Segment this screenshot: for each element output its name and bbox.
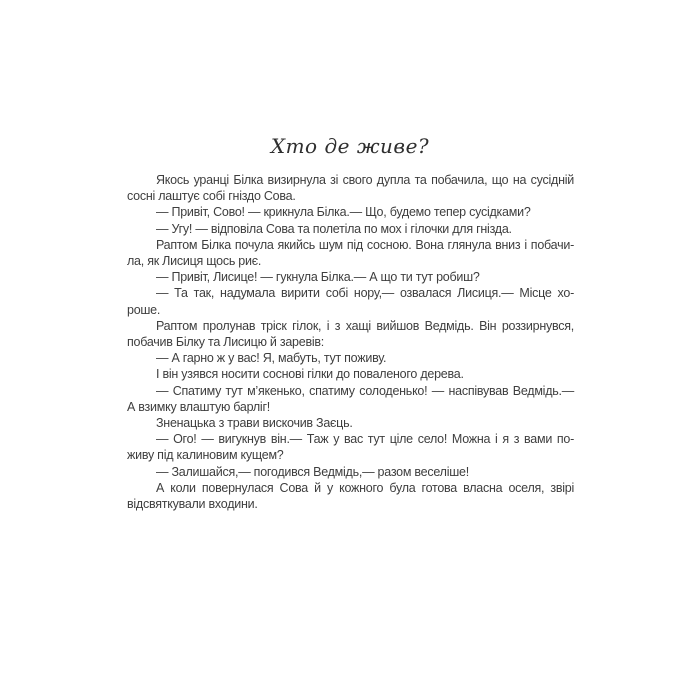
story-line: І він узявся носити соснові гілки до поваленого дерева. — [156, 367, 464, 382]
story-line: — Залишайся,— погодився Ведмідь,— разом веселіше! — [156, 464, 469, 479]
story-line: ла, як Лисиця щось риє. — [127, 254, 262, 269]
story-line: А взимку влаштую барліг! — [127, 399, 270, 414]
story-line: Раптом Білка почула якийсь шум під сосною. Вона глянула вниз і побачи- — [156, 237, 574, 252]
story-line: А коли повернулася Сова й у кожного була готова власна оселя, звірі — [156, 480, 574, 495]
story-line: — Привіт, Сово! — крикнула Білка.— Що, будемо тепер сусідками? — [156, 205, 531, 220]
story-line: — Спатиму тут м’якенько, спатиму солоденько! — наспівував Ведмідь.— — [156, 383, 574, 398]
story-text-block — [127, 172, 574, 512]
story-line: відсвяткували входини. — [127, 497, 258, 512]
story-line: Зненацька з трави вискочив Заєць. — [156, 416, 353, 431]
story-line: — Угу! — відповіла Сова та полетіла по мох і гілочки для гнізда. — [156, 221, 512, 236]
story-line: сосні лаштує собі гніздо Сова. — [127, 189, 296, 204]
story-line: живу під калиновим кущем? — [127, 448, 284, 463]
story-line: побачив Білку та Лисицю й заревів: — [127, 335, 324, 350]
story-line: — Привіт, Лисице! — гукнула Білка.— А що ти тут робиш? — [156, 270, 480, 285]
story-title: Хто де живе? — [270, 134, 430, 158]
story-line: Якось уранці Білка визирнула зі свого дупла та побачила, що на сусідній — [156, 173, 574, 187]
story-line: — А гарно ж у вас! Я, мабуть, тут поживу. — [156, 351, 387, 366]
story-line: роше. — [127, 302, 161, 317]
story-line: Раптом пролунав тріск гілок, і з хащі вийшов Ведмідь. Він роззирнувся, — [156, 318, 574, 333]
story-line: — Та так, надумала вирити собі нору,— озвалася Лисиця.— Місце хо- — [156, 286, 574, 301]
story-line: — Ого! — вигукнув він.— Таж у вас тут ціле село! Можна і я з вами по- — [156, 432, 574, 447]
